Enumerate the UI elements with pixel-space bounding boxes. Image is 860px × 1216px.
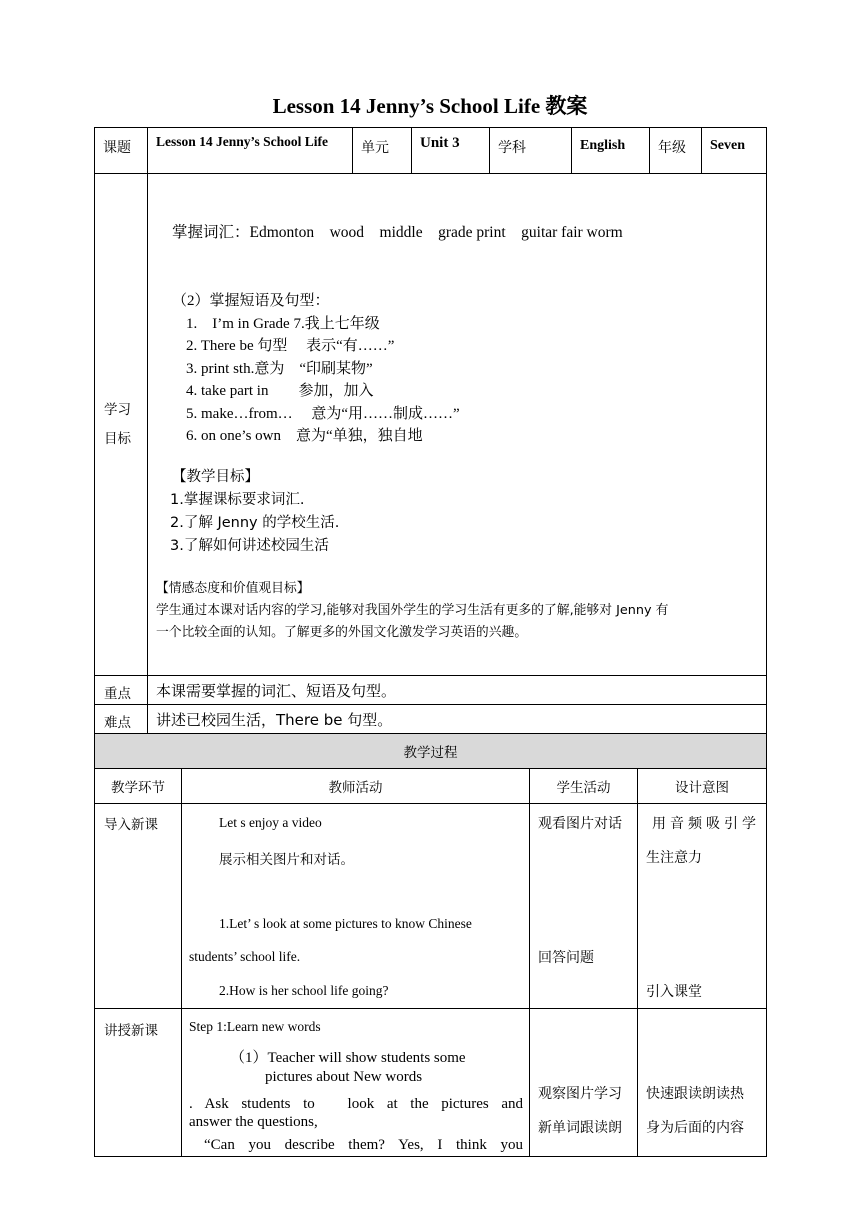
topic-value: Lesson 14 Jenny’s School Life — [148, 128, 353, 174]
student-line: 观看图片对话 — [538, 816, 622, 832]
teacher-line: answer the questions, — [189, 1114, 318, 1130]
emotion-goals-text-1: 学生通过本课对话内容的学习,能够对我国外学生的学习生活有更多的了解,能够对 Jenny 有 — [156, 603, 669, 618]
topic-label: 课题 — [95, 128, 148, 174]
header-teacher: 教师活动 — [182, 769, 530, 804]
teaching-process-table — [94, 733, 767, 1157]
grade-label: 年级 — [650, 128, 702, 174]
difficulty-label: 难点 — [95, 705, 148, 734]
difficulty-text: 讲述已校园生活，There be 句型。 — [148, 705, 767, 734]
intent-new — [638, 1009, 767, 1157]
student-line: 观察图片学习 — [538, 1086, 622, 1102]
emotion-goals — [156, 578, 668, 644]
student-activity-intro — [530, 804, 638, 1009]
teacher-line: Let s enjoy a video — [219, 815, 322, 830]
stage-intro: 导入新课 — [95, 804, 182, 1009]
teacher-line: students’ school life. — [189, 949, 301, 964]
phrase-item: 1. I’m in Grade 7.我上七年级 — [186, 315, 380, 332]
intent-intro — [638, 804, 767, 1009]
emotion-goals-title: 【情感态度和价值观目标】 — [156, 581, 310, 596]
teaching-goals — [170, 466, 339, 558]
phrase-item: 2. There be 句型 表示“有……” — [186, 338, 395, 354]
stage-new-lesson: 讲授新课 — [95, 1009, 182, 1157]
goals-content — [148, 174, 767, 676]
phrase-item: 3. print sth.意为 “印刷某物” — [186, 360, 373, 377]
phrase-item: 5. make…from… 意为“用……制成……” — [186, 405, 460, 422]
unit-label: 单元 — [353, 128, 412, 174]
key-label: 重点 — [95, 676, 148, 705]
document-title: Lesson 14 Jenny’s School Life 教案 — [272, 94, 588, 118]
teaching-goals-title: 【教学目标】 — [172, 469, 259, 485]
key-text: 本课需要掌握的词汇、短语及句型。 — [148, 676, 767, 705]
teacher-line: “Can you describe them? Yes, I think you — [204, 1137, 523, 1153]
header-stage: 教学环节 — [95, 769, 182, 804]
intent-line: 快速跟读朗读热 — [646, 1086, 744, 1102]
unit-value: Unit 3 — [412, 128, 490, 174]
student-activity-new — [530, 1009, 638, 1157]
grade-value: Seven — [702, 128, 767, 174]
header-intent: 设计意图 — [638, 769, 767, 804]
teacher-line: 展示相关图片和对话。 — [219, 852, 354, 868]
student-line: 回答问题 — [538, 950, 594, 966]
intent-line: 生注意力 — [646, 850, 702, 866]
vocab-line: 掌握词汇：Edmonton wood middle grade print guitar fair worm — [172, 224, 623, 241]
student-line: 新单词跟读朗 — [538, 1120, 622, 1136]
emotion-goals-text-2: 一个比较全面的认知。了解更多的外国文化激发学习英语的兴趣。 — [156, 625, 528, 640]
teacher-activity-intro — [182, 804, 530, 1009]
phrase-item: 4. take part in 参加，加入 — [186, 383, 374, 399]
teaching-goal-item: 1.掌握课标要求词汇. — [170, 492, 305, 508]
phrase-item: 6. on one’s own 意为“单独，独自地 — [186, 428, 423, 444]
teacher-line: pictures about New words — [265, 1069, 423, 1085]
header-student: 学生活动 — [530, 769, 638, 804]
teacher-line: Step 1:Learn new words — [189, 1019, 321, 1034]
intent-line: 引入课堂 — [646, 984, 702, 1000]
lesson-info-table — [94, 127, 767, 734]
subject-value: English — [572, 128, 650, 174]
teacher-line: （1）Teacher will show students some — [230, 1050, 466, 1066]
teaching-goal-item: 2.了解 Jenny 的学校生活. — [170, 515, 340, 531]
subject-label: 学科 — [490, 128, 572, 174]
goals-label-line-2: 目标 — [104, 430, 131, 447]
teaching-goal-item: 3.了解如何讲述校园生活 — [170, 538, 329, 554]
goals-label-line-1: 学习 — [104, 401, 131, 418]
teacher-line: 1.Let’ s look at some pictures to know Chinese — [219, 916, 472, 931]
intent-line: 用音频吸引学 — [652, 816, 760, 832]
process-title: 教学过程 — [95, 734, 767, 769]
goals-label — [95, 174, 148, 676]
teacher-line: . Ask students to look at the pictures and — [189, 1096, 523, 1112]
phrases-title: （2）掌握短语及句型： — [172, 293, 330, 309]
teacher-activity-new — [182, 1009, 530, 1157]
intent-line: 身为后面的内容 — [646, 1120, 744, 1136]
phrases-block — [172, 290, 460, 448]
teacher-line: 2.How is her school life going? — [219, 983, 389, 998]
